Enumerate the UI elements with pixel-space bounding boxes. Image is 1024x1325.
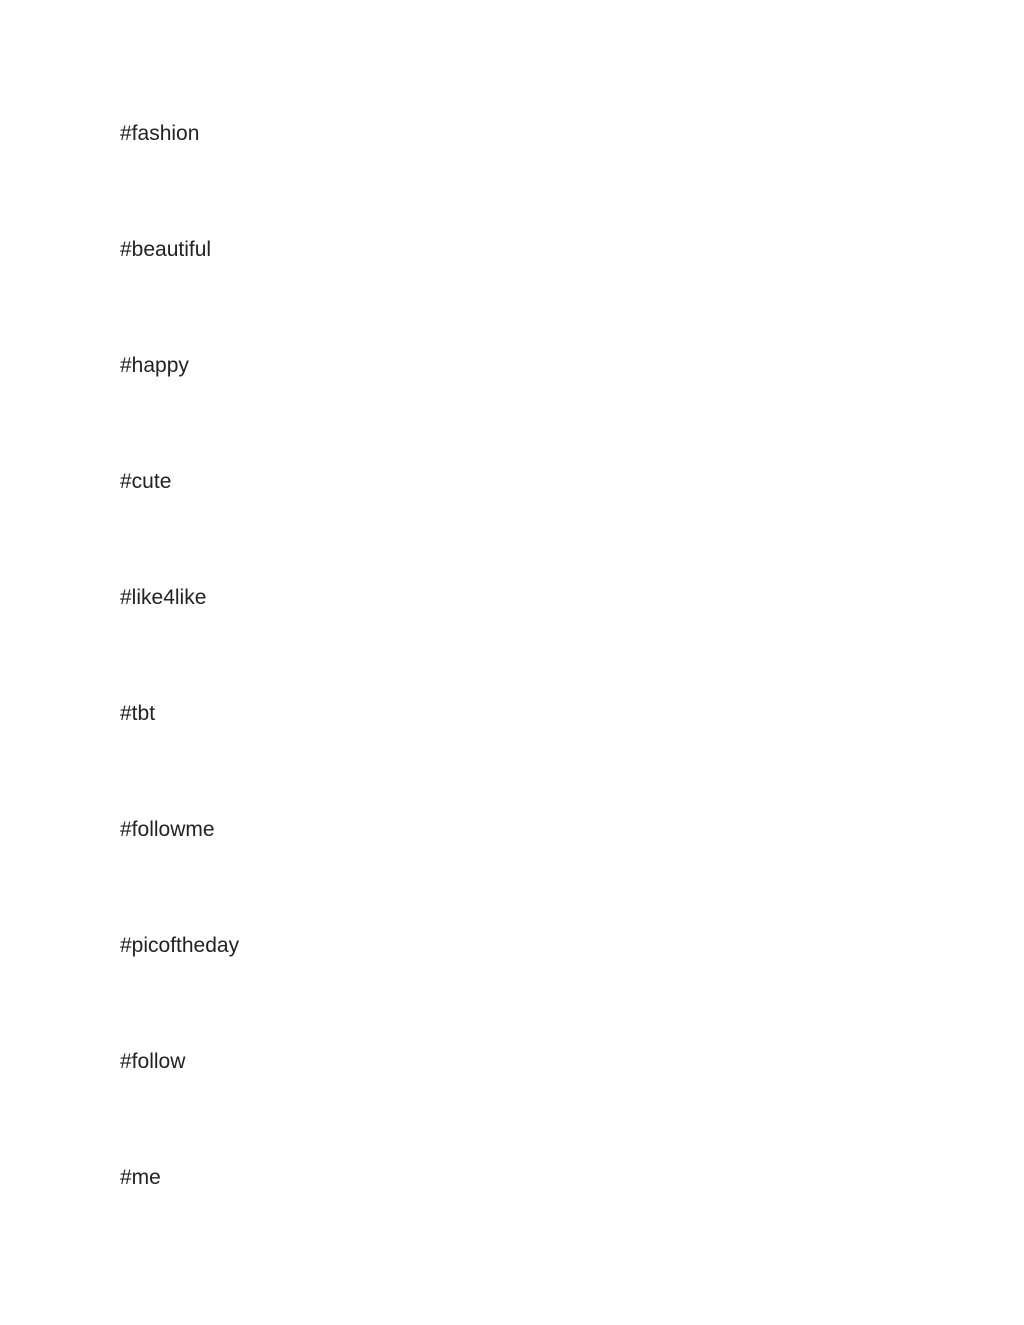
hashtag-text: #tbt xyxy=(120,702,156,725)
hashtag-text: #followme xyxy=(120,818,215,841)
hashtag-text: #fashion xyxy=(120,122,200,145)
list-item xyxy=(120,1048,239,1164)
list-item xyxy=(120,352,239,468)
list-item xyxy=(120,700,239,816)
hashtag-list xyxy=(120,120,239,1280)
hashtag-text: #cute xyxy=(120,470,172,493)
list-item xyxy=(120,236,239,352)
list-item xyxy=(120,584,239,700)
list-item xyxy=(120,1164,239,1280)
hashtag-text: #happy xyxy=(120,354,189,377)
hashtag-text: #picoftheday xyxy=(120,934,240,957)
list-item xyxy=(120,120,239,236)
hashtag-text: #beautiful xyxy=(120,238,212,261)
list-item xyxy=(120,816,239,932)
list-item xyxy=(120,468,239,584)
hashtag-text: #follow xyxy=(120,1050,186,1073)
hashtag-text: #me xyxy=(120,1166,161,1189)
hashtag-text: #like4like xyxy=(120,586,207,609)
list-item xyxy=(120,932,239,1048)
